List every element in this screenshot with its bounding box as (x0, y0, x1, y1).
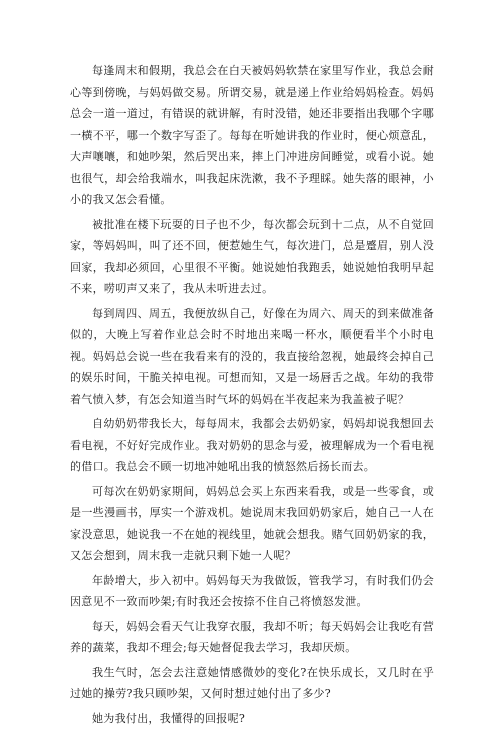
paragraph: 每到周四、周五，我便放纵自己，好像在为周六、周天的到来做准备似的，大晚上写着作业总会时不时地出来喝一杯水，顺便看半个小时电视。妈妈总会说一些在我看来有的没的，我直接给忽视，她最终会掉自己的娱乐时间，干脆关掉电视。可想而知，又是一场唇舌之战。年幼的我带着气愤入梦，有怎会知道当时气坏的妈妈在半夜起来为我盖被子呢？ (70, 306, 434, 406)
paragraph: 每天，妈妈会看天气让我穿衣服，我却不听；每天妈妈会让我吃有营养的蔬菜，我却不理会;每天她督促我去学习，我却厌烦。 (70, 619, 434, 654)
paragraph: 年龄增大，步入初中。妈妈每天为我做饭，管我学习，有时我们仍会因意见不一致而吵架;有时我还会按捺不住自己将愤怒发泄。 (70, 573, 434, 608)
paragraph: 她为我付出，我懂得的回报呢? (92, 711, 246, 725)
paragraph: 我生气时，怎会去注意她情感微妙的变化?在快乐成长，又几时在乎过她的操劳?我只顾吵架，又何时想过她付出了多少? (70, 665, 434, 700)
document-body (70, 60, 434, 732)
paragraph: 每逢周末和假期，我总会在白天被妈妈软禁在家里写作业，我总会耐心等到傍晚，与妈妈做交易。所谓交易，就是递上作业给妈妈检查。妈妈总会一道一道过，有错误的就讲解，有时没错，她还非要指出我哪个字哪一横不平，哪一个数字写歪了。每每在听她讲我的作业时，便心烦意乱，大声嚷嚷，和她吵架，然后哭出来，摔上门冲进房间睡觉，或看小说。她也很气，却会给我端水，叫我起床洗漱，我不予理睬。她失落的眼神，小小的我又怎会看懂。 (70, 64, 434, 206)
paragraph: 可每次在奶奶家期间，妈妈总会买上东西来看我，或是一些零食，或是一些漫画书，厚实一个游戏机。她说周末我回奶奶家后，她自己一人在家没意思，她说我一不在她的视线里，她就会想我。赌气回奶奶家的我，又怎会想到，周末我一走就只剩下她一人呢？ (70, 484, 434, 562)
paragraph: 自幼奶奶带我长大，每每周末，我都会去奶奶家，妈妈却说我想回去看电视，不好好完成作业。我对奶奶的思念与爱，被理解成为一个看电视的借口。我总会不顾一切地冲她吼出我的愤怒然后扬长而去。 (70, 417, 434, 473)
paragraph: 被批准在楼下玩耍的日子也不少，每次都会玩到十二点，从不自觉回家，等妈妈叫，叫了还不回，便惹她生气，每次进门，总是蹙眉，别人没回家，我却必须回，心里很不平衡。她说她怕我跑丢，她说她怕我明早起不来，唠叨声又来了，我从未听进去过。 (70, 217, 434, 295)
